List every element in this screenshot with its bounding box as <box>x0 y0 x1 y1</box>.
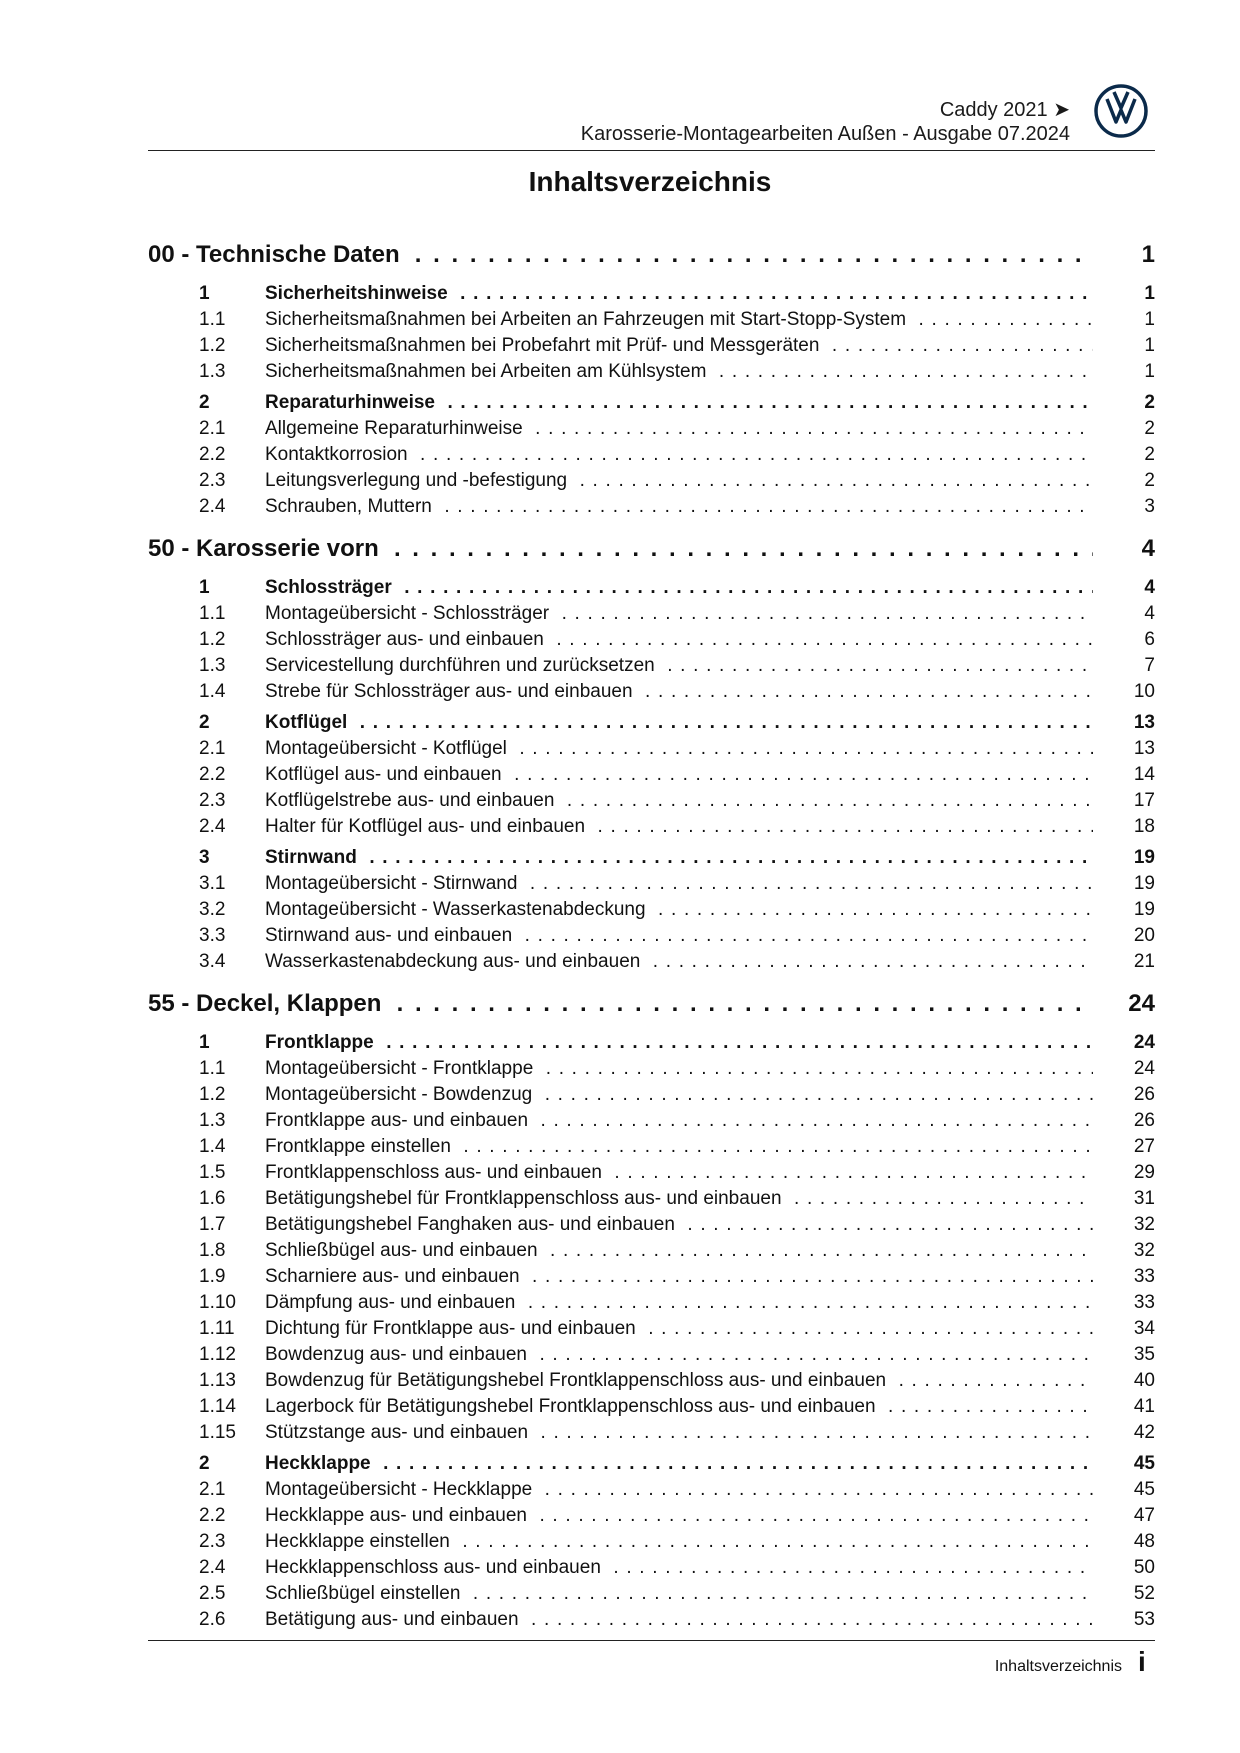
toc-entry-page: 6 <box>1144 629 1155 650</box>
toc-entry-label: Kotflügel . . . <box>265 710 1093 736</box>
toc-entry-label: Schlossträger . . . <box>265 575 1093 601</box>
toc-entry-label: Montageübersicht - Schlossträger . . . <box>265 601 1093 627</box>
toc-entry-number: 3.2 <box>199 899 226 920</box>
toc-entry-label: Sicherheitsmaßnahmen bei Arbeiten an Fahrzeugen mit Start-Stopp-System . . . <box>265 307 1093 333</box>
toc-subsection[interactable] <box>148 1264 1155 1290</box>
toc-entry-label: Frontklappenschloss aus- und einbauen . . . <box>265 1160 1093 1186</box>
toc-entry-page: 47 <box>1133 1505 1155 1526</box>
toc-entry-label: Montageübersicht - Bowdenzug . . . <box>265 1082 1093 1108</box>
toc-entry-page: 18 <box>1133 816 1155 837</box>
toc-entry-page: 1 <box>1144 361 1155 382</box>
toc-entry-page: 10 <box>1133 681 1155 702</box>
toc-entry-label: Servicestellung durchführen und zurücksetzen . . . <box>265 653 1093 679</box>
toc-section[interactable] <box>148 1030 1155 1056</box>
toc-entry-number: 3.3 <box>199 925 226 946</box>
toc-entry-page: 40 <box>1133 1370 1155 1391</box>
toc-entry-page: 1 <box>1144 335 1155 356</box>
toc-subsection[interactable] <box>148 1290 1155 1316</box>
toc-entry-label: Scharniere aus- und einbauen . . . <box>265 1264 1093 1290</box>
toc-subsection[interactable] <box>148 1420 1155 1446</box>
toc-entry-label: Stirnwand aus- und einbauen . . . <box>265 923 1093 949</box>
toc-subsection[interactable] <box>148 1238 1155 1264</box>
toc-entry-label: 55 - Deckel, Klappen . . . <box>148 983 1093 1025</box>
toc-entry-page: 21 <box>1133 951 1155 972</box>
toc-entry-number: 2.2 <box>199 764 226 785</box>
toc-entry-label: Schlossträger aus- und einbauen . . . <box>265 627 1093 653</box>
toc-section[interactable] <box>148 845 1155 871</box>
toc-entry-number: 2.5 <box>199 1583 226 1604</box>
toc-entry-page: 32 <box>1133 1214 1155 1235</box>
toc-entry-page: 29 <box>1133 1162 1155 1183</box>
toc-entry-number: 1.4 <box>199 1136 226 1157</box>
toc-subsection[interactable] <box>148 814 1155 840</box>
toc-subsection[interactable] <box>148 949 1155 975</box>
toc-entry-number: 2.2 <box>199 1505 226 1526</box>
toc-subsection[interactable] <box>148 359 1155 385</box>
toc-entry-page: 31 <box>1133 1188 1155 1209</box>
toc-entry-label: Frontklappe . . . <box>265 1030 1093 1056</box>
toc-entry-label: Heckklappenschloss aus- und einbauen . . . <box>265 1555 1093 1581</box>
toc-entry-label: Dämpfung aus- und einbauen . . . <box>265 1290 1093 1316</box>
toc-entry-label: 50 - Karosserie vorn . . . <box>148 528 1093 570</box>
toc-entry-label: Betätigung aus- und einbauen . . . <box>265 1607 1093 1633</box>
toc-entry-label: Heckklappe einstellen . . . <box>265 1529 1093 1555</box>
toc-entry-label: Montageübersicht - Frontklappe . . . <box>265 1056 1093 1082</box>
toc-entry-page: 42 <box>1133 1422 1155 1443</box>
toc-subsection[interactable] <box>148 442 1155 468</box>
toc-entry-label: Halter für Kotflügel aus- und einbauen . . . <box>265 814 1093 840</box>
toc-section[interactable] <box>148 710 1155 736</box>
toc-subsection[interactable] <box>148 679 1155 705</box>
toc-entry-page: 3 <box>1144 496 1155 517</box>
toc-entry-label: Montageübersicht - Kotflügel . . . <box>265 736 1093 762</box>
toc-entry-page: 19 <box>1133 847 1155 868</box>
toc-entry-number: 1.11 <box>199 1318 235 1339</box>
toc-entry-page: 26 <box>1133 1110 1155 1131</box>
toc-entry-number: 3.4 <box>199 951 226 972</box>
toc-entry-label: Montageübersicht - Wasserkastenabdeckung . . . <box>265 897 1093 923</box>
toc-subsection[interactable] <box>148 1394 1155 1420</box>
toc-entry-number: 1.3 <box>199 361 226 382</box>
toc-subsection[interactable] <box>148 1186 1155 1212</box>
toc-entry-number: 2.1 <box>199 418 226 439</box>
toc-entry-label: 00 - Technische Daten . . . <box>148 234 1093 276</box>
toc-entry-number: 1 <box>199 1032 210 1053</box>
toc-entry-page: 4 <box>1144 577 1155 598</box>
toc-section[interactable] <box>148 575 1155 601</box>
toc-entry-label: Bowdenzug für Betätigungshebel Frontklappenschloss aus- und einbauen . . . <box>265 1368 1093 1394</box>
toc-subsection[interactable] <box>148 1529 1155 1555</box>
footer-label: Inhaltsverzeichnis <box>994 1658 1122 1675</box>
toc-entry-number: 1.7 <box>199 1214 226 1235</box>
toc-entry-label: Schrauben, Muttern . . . <box>265 494 1093 520</box>
toc-entry-number: 1.15 <box>199 1422 236 1443</box>
toc-entry-page: 33 <box>1133 1266 1155 1287</box>
toc-entry-label: Kontaktkorrosion . . . <box>265 442 1093 468</box>
toc-entry-page: 52 <box>1133 1583 1155 1604</box>
toc-entry-label: Leitungsverlegung und -befestigung . . . <box>265 468 1093 494</box>
toc-subsection[interactable] <box>148 653 1155 679</box>
toc-entry-number: 2.2 <box>199 444 226 465</box>
header-model: Caddy 2021 ➤ <box>939 99 1070 121</box>
toc-entry-number: 2.1 <box>199 738 226 759</box>
toc-entry-number: 1 <box>199 577 210 598</box>
toc-entry-label: Kotflügelstrebe aus- und einbauen . . . <box>265 788 1093 814</box>
toc-entry-label: Betätigungshebel Fanghaken aus- und einbauen . . . <box>265 1212 1093 1238</box>
toc-subsection[interactable] <box>148 333 1155 359</box>
toc-entry-number: 2.6 <box>199 1609 226 1630</box>
toc-entry-number: 1.2 <box>199 335 226 356</box>
toc-entry-page: 2 <box>1144 470 1155 491</box>
toc-entry-number: 2.3 <box>199 470 226 491</box>
toc-entry-label: Stützstange aus- und einbauen . . . <box>265 1420 1093 1446</box>
toc-entry-label: Bowdenzug aus- und einbauen . . . <box>265 1342 1093 1368</box>
toc-entry-label: Sicherheitshinweise . . . <box>265 281 1093 307</box>
toc-entry-page: 33 <box>1133 1292 1155 1313</box>
toc-entry-page: 17 <box>1133 790 1155 811</box>
toc-entry-page: 4 <box>1144 603 1155 624</box>
toc-subsection[interactable] <box>148 1056 1155 1082</box>
toc-entry-number: 2.4 <box>199 816 226 837</box>
toc-entry-number: 1.3 <box>199 1110 226 1131</box>
toc-entry-page: 2 <box>1144 444 1155 465</box>
toc-chapter[interactable] <box>148 234 1155 276</box>
toc-subsection[interactable] <box>148 1316 1155 1342</box>
document-header <box>148 98 1070 146</box>
toc-entry-page: 2 <box>1144 418 1155 439</box>
header-subtitle: Karosserie-Montagearbeiten Außen - Ausgabe 07.2024 <box>580 123 1070 145</box>
toc-subsection[interactable] <box>148 601 1155 627</box>
toc-subsection[interactable] <box>148 468 1155 494</box>
toc-entry-page: 41 <box>1133 1396 1155 1417</box>
toc-entry-page: 26 <box>1133 1084 1155 1105</box>
toc-entry-number: 1.1 <box>199 603 226 624</box>
toc-entry-page: 34 <box>1133 1318 1155 1339</box>
toc-entry-number: 2.4 <box>199 496 226 517</box>
toc-entry-page: 13 <box>1133 738 1155 759</box>
page-title: Inhaltsverzeichnis <box>528 166 772 197</box>
toc-entry-number: 1.12 <box>199 1344 236 1365</box>
toc-entry-page: 14 <box>1133 764 1155 785</box>
toc-entry-label: Dichtung für Frontklappe aus- und einbauen . . . <box>265 1316 1093 1342</box>
toc-entry-page: 48 <box>1133 1531 1155 1552</box>
toc-entry-label: Stirnwand . . . <box>265 845 1093 871</box>
toc-subsection[interactable] <box>148 1368 1155 1394</box>
toc-entry-number: 1.6 <box>199 1188 226 1209</box>
toc-entry-page: 32 <box>1133 1240 1155 1261</box>
toc-entry-number: 2 <box>199 392 210 413</box>
toc-entry-page: 24 <box>1133 1058 1155 1079</box>
toc-entry-page: 4 <box>1141 535 1155 562</box>
table-of-contents <box>148 234 1155 1633</box>
toc-subsection[interactable] <box>148 1555 1155 1581</box>
toc-entry-number: 1.14 <box>199 1396 236 1417</box>
toc-entry-page: 13 <box>1133 712 1155 733</box>
footer-page-number: i <box>1138 1646 1146 1677</box>
toc-subsection[interactable] <box>148 923 1155 949</box>
toc-entry-number: 3 <box>199 847 210 868</box>
toc-entry-label: Montageübersicht - Heckklappe . . . <box>265 1477 1093 1503</box>
toc-entry-label: Heckklappe . . . <box>265 1451 1093 1477</box>
toc-subsection[interactable] <box>148 1581 1155 1607</box>
toc-entry-number: 1.8 <box>199 1240 226 1261</box>
toc-entry-page: 1 <box>1144 309 1155 330</box>
toc-entry-label: Lagerbock für Betätigungshebel Frontklappenschloss aus- und einbauen . . . <box>265 1394 1093 1420</box>
toc-subsection[interactable] <box>148 1477 1155 1503</box>
toc-entry-label: Betätigungshebel für Frontklappenschloss aus- und einbauen . . . <box>265 1186 1093 1212</box>
toc-entry-page: 53 <box>1133 1609 1155 1630</box>
toc-entry-number: 2 <box>199 712 210 733</box>
toc-subsection[interactable] <box>148 788 1155 814</box>
footer-divider <box>148 1640 1155 1641</box>
toc-section[interactable] <box>148 390 1155 416</box>
toc-entry-label: Allgemeine Reparaturhinweise . . . <box>265 416 1093 442</box>
toc-entry-label: Schließbügel einstellen . . . <box>265 1581 1093 1607</box>
toc-entry-label: Heckklappe aus- und einbauen . . . <box>265 1503 1093 1529</box>
toc-entry-page: 7 <box>1144 655 1155 676</box>
toc-subsection[interactable] <box>148 416 1155 442</box>
toc-entry-page: 19 <box>1133 873 1155 894</box>
toc-entry-label: Wasserkastenabdeckung aus- und einbauen . . . <box>265 949 1093 975</box>
toc-subsection[interactable] <box>148 1082 1155 1108</box>
toc-chapter[interactable] <box>148 528 1155 570</box>
toc-subsection[interactable] <box>148 736 1155 762</box>
toc-entry-number: 1 <box>199 283 210 304</box>
toc-entry-label: Sicherheitsmaßnahmen bei Probefahrt mit Prüf- und Messgeräten . . . <box>265 333 1093 359</box>
toc-entry-page: 2 <box>1144 392 1155 413</box>
toc-entry-label: Reparaturhinweise . . . <box>265 390 1093 416</box>
toc-entry-page: 20 <box>1133 925 1155 946</box>
toc-entry-page: 45 <box>1133 1453 1155 1474</box>
toc-entry-page: 27 <box>1133 1136 1155 1157</box>
toc-entry-page: 24 <box>1133 1032 1155 1053</box>
toc-entry-page: 1 <box>1141 241 1155 268</box>
toc-entry-number: 1.13 <box>199 1370 236 1391</box>
toc-entry-label: Kotflügel aus- und einbauen . . . <box>265 762 1093 788</box>
toc-entry-page: 50 <box>1133 1557 1155 1578</box>
toc-subsection[interactable] <box>148 762 1155 788</box>
header-divider <box>148 150 1155 151</box>
toc-entry-page: 35 <box>1133 1344 1155 1365</box>
toc-section[interactable] <box>148 281 1155 307</box>
toc-entry-page: 45 <box>1133 1479 1155 1500</box>
toc-chapter[interactable] <box>148 983 1155 1025</box>
toc-subsection[interactable] <box>148 1607 1155 1633</box>
toc-section[interactable] <box>148 1451 1155 1477</box>
toc-entry-number: 2.3 <box>199 790 226 811</box>
toc-entry-label: Strebe für Schlossträger aus- und einbauen . . . <box>265 679 1093 705</box>
toc-entry-number: 2.1 <box>199 1479 226 1500</box>
toc-entry-number: 1.1 <box>199 309 226 330</box>
toc-subsection[interactable] <box>148 1212 1155 1238</box>
toc-entry-number: 2.3 <box>199 1531 226 1552</box>
toc-subsection[interactable] <box>148 627 1155 653</box>
toc-entry-page: 24 <box>1128 990 1155 1017</box>
toc-entry-label: Frontklappe einstellen . . . <box>265 1134 1093 1160</box>
toc-subsection[interactable] <box>148 897 1155 923</box>
toc-entry-page: 1 <box>1144 283 1155 304</box>
toc-entry-number: 1.9 <box>199 1266 226 1287</box>
toc-entry-page: 19 <box>1133 899 1155 920</box>
toc-entry-number: 1.2 <box>199 1084 226 1105</box>
toc-entry-number: 1.10 <box>199 1292 236 1313</box>
toc-entry-number: 1.1 <box>199 1058 226 1079</box>
toc-entry-number: 1.2 <box>199 629 226 650</box>
toc-entry-label: Sicherheitsmaßnahmen bei Arbeiten am Kühlsystem . . . <box>265 359 1093 385</box>
vw-logo-icon <box>1094 84 1148 138</box>
toc-subsection[interactable] <box>148 307 1155 333</box>
toc-subsection[interactable] <box>148 1160 1155 1186</box>
toc-subsection[interactable] <box>148 1108 1155 1134</box>
toc-subsection[interactable] <box>148 1342 1155 1368</box>
toc-entry-label: Schließbügel aus- und einbauen . . . <box>265 1238 1093 1264</box>
toc-entry-number: 1.5 <box>199 1162 226 1183</box>
toc-subsection[interactable] <box>148 1503 1155 1529</box>
toc-subsection[interactable] <box>148 871 1155 897</box>
toc-entry-number: 1.3 <box>199 655 226 676</box>
toc-entry-label: Frontklappe aus- und einbauen . . . <box>265 1108 1093 1134</box>
toc-entry-number: 1.4 <box>199 681 226 702</box>
toc-entry-number: 2 <box>199 1453 210 1474</box>
toc-entry-number: 3.1 <box>199 873 226 894</box>
toc-entry-label: Montageübersicht - Stirnwand . . . <box>265 871 1093 897</box>
toc-subsection[interactable] <box>148 494 1155 520</box>
toc-subsection[interactable] <box>148 1134 1155 1160</box>
toc-entry-number: 2.4 <box>199 1557 226 1578</box>
